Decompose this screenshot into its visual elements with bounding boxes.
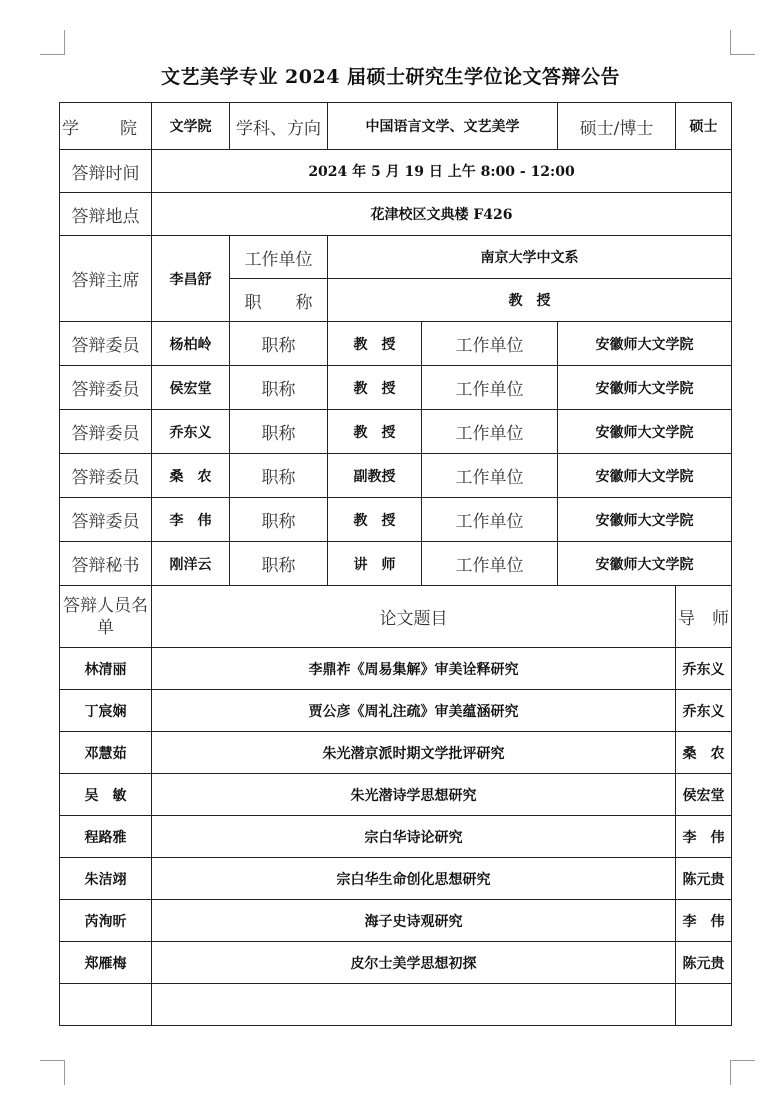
committee-unit: 安徽师大文学院 bbox=[558, 366, 732, 410]
page-title: 文艺美学专业 2024 届硕士研究生学位论文答辩公告 bbox=[160, 66, 621, 88]
student-name: 程路雅 bbox=[60, 816, 152, 858]
committee-title-label: 职称 bbox=[230, 542, 328, 586]
chair-unit: 南京大学中文系 bbox=[328, 236, 732, 279]
student-name: 邓慧茹 bbox=[60, 732, 152, 774]
chair-row-unit bbox=[60, 236, 732, 279]
committee-row bbox=[60, 322, 732, 366]
corner-mark-bottom-right bbox=[730, 1060, 755, 1085]
student-row bbox=[60, 648, 732, 690]
committee-row bbox=[60, 498, 732, 542]
committee-role: 答辩委员 bbox=[60, 410, 152, 454]
student-thesis: 宗白华生命创化思想研究 bbox=[152, 858, 676, 900]
committee-row bbox=[60, 454, 732, 498]
corner-mark-top-left bbox=[40, 30, 65, 55]
degree-value: 硕士 bbox=[676, 103, 732, 150]
college-value: 文学院 bbox=[152, 103, 230, 150]
corner-mark-top-right bbox=[730, 30, 755, 55]
chair-name: 李昌舒 bbox=[152, 236, 230, 322]
committee-unit-label: 工作单位 bbox=[422, 410, 558, 454]
student-thesis: 朱光潜诗学思想研究 bbox=[152, 774, 676, 816]
student-advisor: 乔东义 bbox=[676, 648, 732, 690]
committee-unit: 安徽师大文学院 bbox=[558, 498, 732, 542]
student-thesis: 宗白华诗论研究 bbox=[152, 816, 676, 858]
committee-title-label: 职称 bbox=[230, 366, 328, 410]
info-row-place bbox=[60, 193, 732, 236]
committee-role: 答辩委员 bbox=[60, 322, 152, 366]
student-row bbox=[60, 858, 732, 900]
committee-unit: 安徽师大文学院 bbox=[558, 322, 732, 366]
student-row bbox=[60, 732, 732, 774]
committee-title: 讲 师 bbox=[328, 542, 422, 586]
committee-role: 答辩秘书 bbox=[60, 542, 152, 586]
student-row bbox=[60, 816, 732, 858]
place-label: 答辩地点 bbox=[60, 193, 152, 236]
committee-name: 刚洋云 bbox=[152, 542, 230, 586]
defense-table bbox=[59, 102, 732, 1026]
student-thesis: 海子史诗观研究 bbox=[152, 900, 676, 942]
empty-cell bbox=[60, 984, 152, 1026]
student-name: 吴 敏 bbox=[60, 774, 152, 816]
committee-title: 教 授 bbox=[328, 322, 422, 366]
student-name: 丁宸娴 bbox=[60, 690, 152, 732]
committee-title-label: 职称 bbox=[230, 498, 328, 542]
empty-row bbox=[60, 984, 732, 1026]
student-advisor: 陈元贵 bbox=[676, 942, 732, 984]
committee-unit-label: 工作单位 bbox=[422, 322, 558, 366]
student-advisor: 乔东义 bbox=[676, 690, 732, 732]
info-row-college bbox=[60, 103, 732, 150]
committee-title-label: 职称 bbox=[230, 410, 328, 454]
chair-unit-label: 工作单位 bbox=[230, 236, 328, 279]
chair-title-label: 职 称 bbox=[230, 279, 328, 322]
empty-cell bbox=[676, 984, 732, 1026]
committee-name: 乔东义 bbox=[152, 410, 230, 454]
student-name: 芮洵昕 bbox=[60, 900, 152, 942]
chair-title: 教 授 bbox=[328, 279, 732, 322]
subject-value: 中国语言文学、文艺美学 bbox=[328, 103, 558, 150]
committee-title: 副教授 bbox=[328, 454, 422, 498]
corner-mark-bottom-left bbox=[40, 1060, 65, 1085]
committee-name: 桑 农 bbox=[152, 454, 230, 498]
student-name: 林清丽 bbox=[60, 648, 152, 690]
time-label: 答辩时间 bbox=[60, 150, 152, 193]
student-row bbox=[60, 690, 732, 732]
student-row bbox=[60, 942, 732, 984]
committee-title: 教 授 bbox=[328, 366, 422, 410]
committee-unit: 安徽师大文学院 bbox=[558, 410, 732, 454]
degree-label: 硕士/博士 bbox=[558, 103, 676, 150]
committee-unit-label: 工作单位 bbox=[422, 498, 558, 542]
college-label: 学 院 bbox=[60, 103, 152, 150]
committee-unit: 安徽师大文学院 bbox=[558, 542, 732, 586]
committee-role: 答辩委员 bbox=[60, 366, 152, 410]
committee-title: 教 授 bbox=[328, 410, 422, 454]
committee-role: 答辩委员 bbox=[60, 454, 152, 498]
committee-row bbox=[60, 410, 732, 454]
secretary-row bbox=[60, 542, 732, 586]
empty-cell bbox=[152, 984, 676, 1026]
students-name-header: 答辩人员名单 bbox=[60, 586, 152, 648]
student-advisor: 桑 农 bbox=[676, 732, 732, 774]
student-name: 朱洁翊 bbox=[60, 858, 152, 900]
committee-name: 李 伟 bbox=[152, 498, 230, 542]
student-name: 郑雁梅 bbox=[60, 942, 152, 984]
committee-name: 杨柏岭 bbox=[152, 322, 230, 366]
advisor-header: 导 师 bbox=[676, 586, 732, 648]
student-advisor: 李 伟 bbox=[676, 816, 732, 858]
committee-unit-label: 工作单位 bbox=[422, 366, 558, 410]
place-value: 花津校区文典楼 F426 bbox=[152, 193, 732, 236]
committee-title-label: 职称 bbox=[230, 454, 328, 498]
committee-row bbox=[60, 366, 732, 410]
student-thesis: 皮尔士美学思想初探 bbox=[152, 942, 676, 984]
student-row bbox=[60, 774, 732, 816]
student-row bbox=[60, 900, 732, 942]
student-advisor: 陈元贵 bbox=[676, 858, 732, 900]
info-row-time bbox=[60, 150, 732, 193]
time-value: 2024 年 5 月 19 日 上午 8:00 - 12:00 bbox=[152, 150, 732, 193]
chair-label: 答辩主席 bbox=[60, 236, 152, 322]
committee-name: 侯宏堂 bbox=[152, 366, 230, 410]
committee-unit: 安徽师大文学院 bbox=[558, 454, 732, 498]
committee-unit-label: 工作单位 bbox=[422, 454, 558, 498]
committee-unit-label: 工作单位 bbox=[422, 542, 558, 586]
committee-role: 答辩委员 bbox=[60, 498, 152, 542]
student-advisor: 侯宏堂 bbox=[676, 774, 732, 816]
student-thesis: 李鼎祚《周易集解》审美诠释研究 bbox=[152, 648, 676, 690]
student-thesis: 贾公彦《周礼注疏》审美蕴涵研究 bbox=[152, 690, 676, 732]
subject-label: 学科、方向 bbox=[230, 103, 328, 150]
students-header-row bbox=[60, 586, 732, 648]
student-thesis: 朱光潜京派时期文学批评研究 bbox=[152, 732, 676, 774]
committee-title-label: 职称 bbox=[230, 322, 328, 366]
committee-title: 教 授 bbox=[328, 498, 422, 542]
thesis-header: 论文题目 bbox=[152, 586, 676, 648]
student-advisor: 李 伟 bbox=[676, 900, 732, 942]
